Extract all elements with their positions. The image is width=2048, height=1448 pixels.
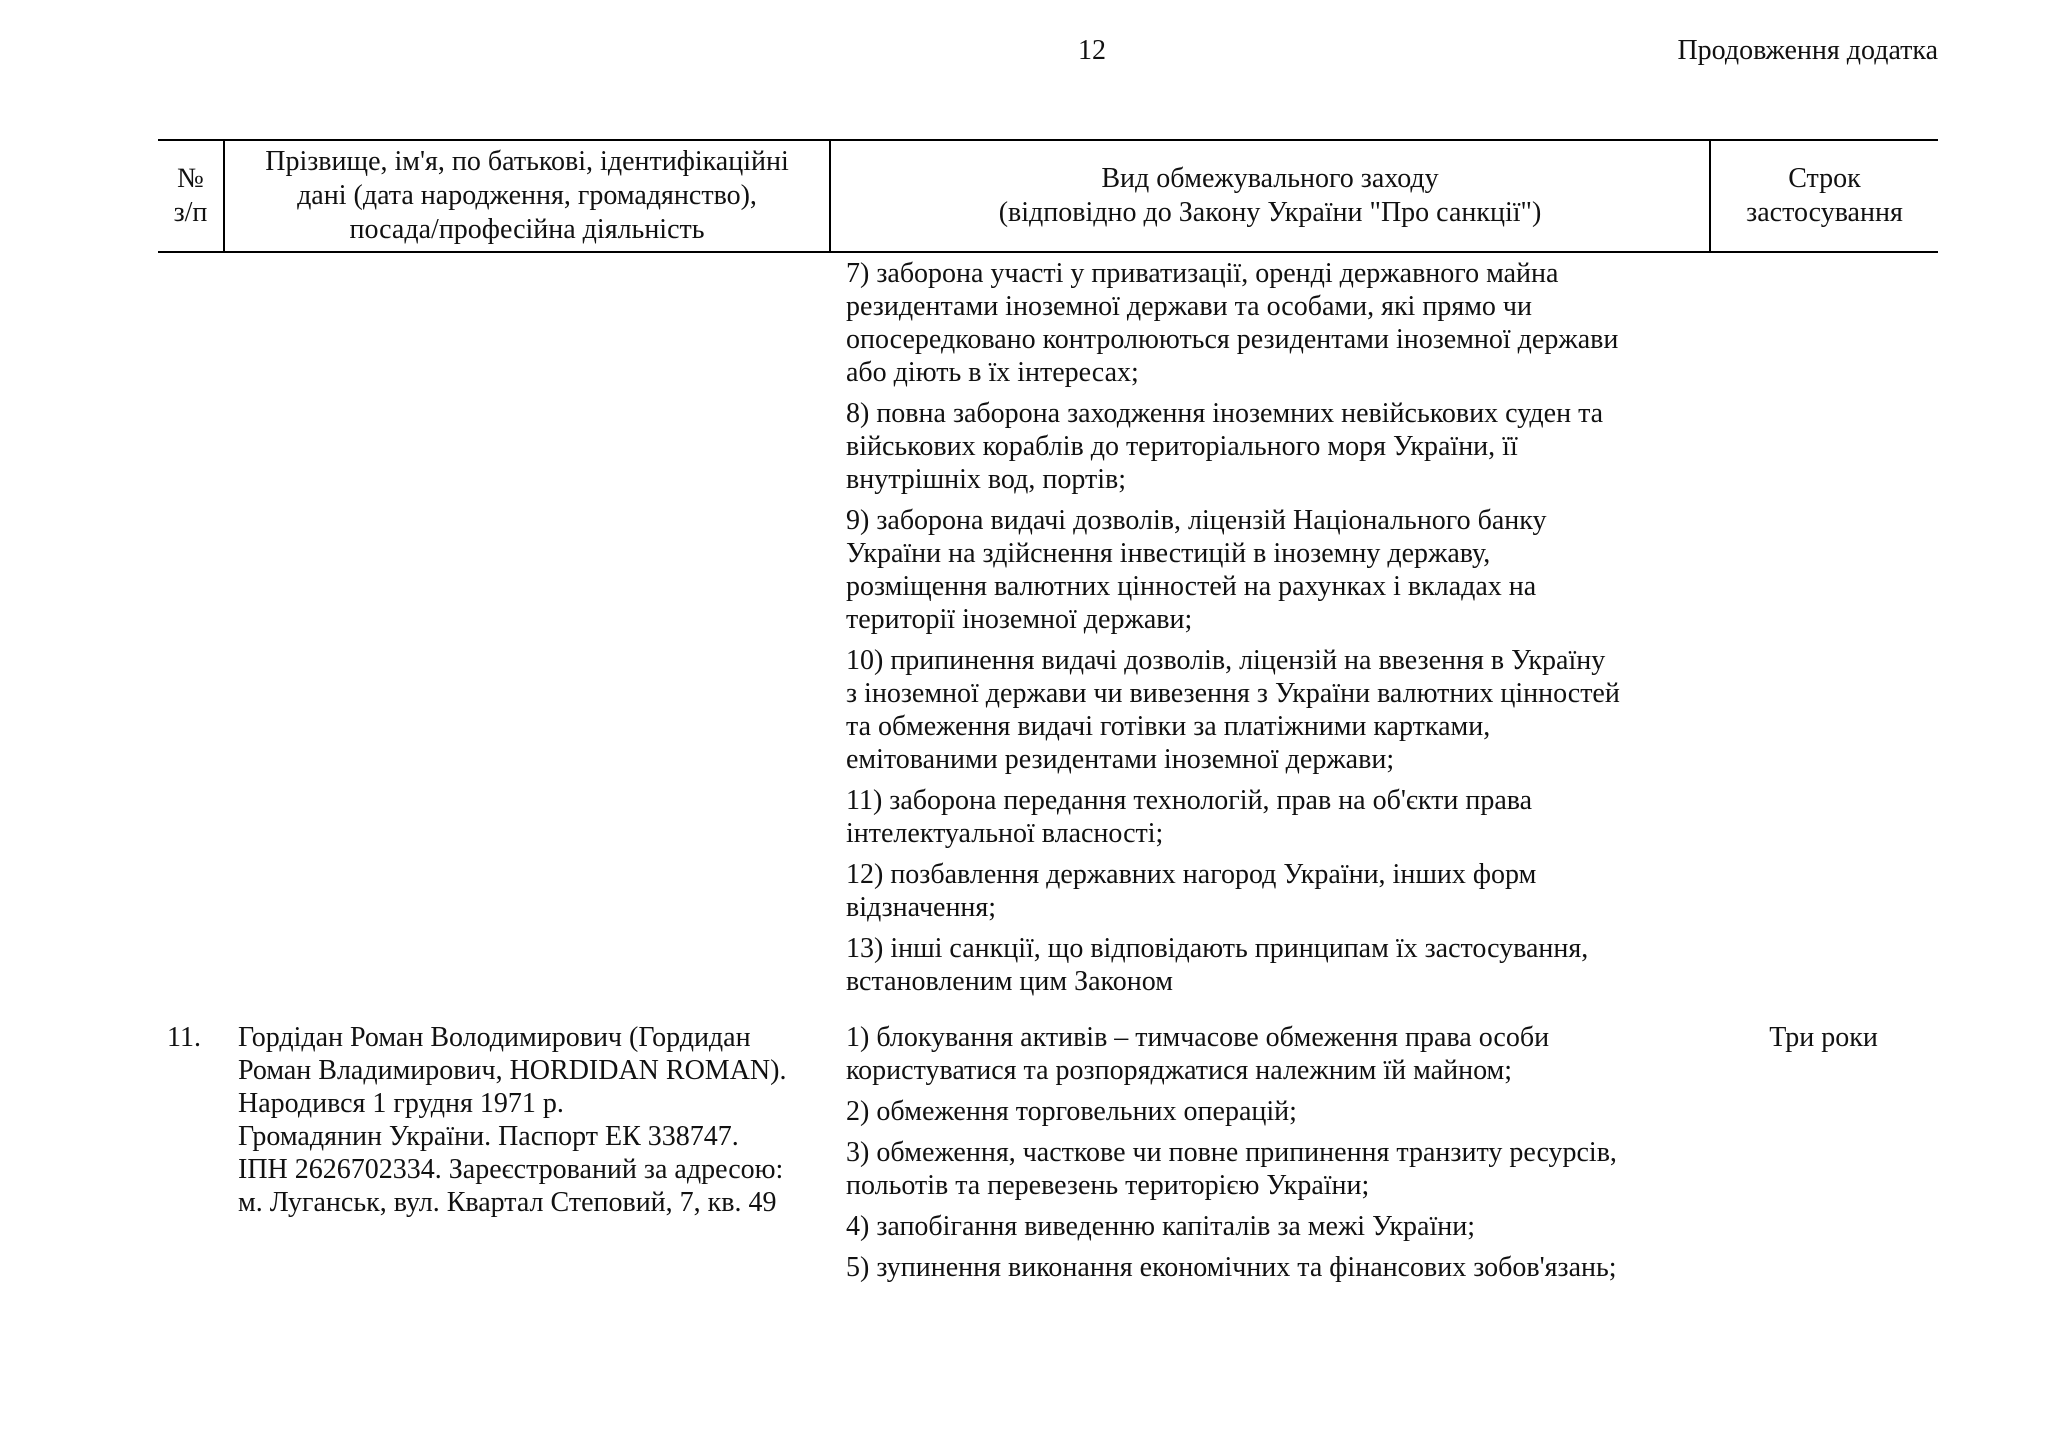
entry-measures [846,1021,1680,1292]
previous-entry-measures [846,257,1680,1006]
person-line: Роман Владимирович, HORDIDAN ROMAN). [238,1055,787,1086]
measure-item [846,932,1680,998]
measure-line: 13) інші санкції, що відповідають принципам їх застосування, [846,933,1589,964]
measure-item [846,1251,1680,1284]
measure-line: 4) запобігання виведенню капіталів за межі України; [846,1211,1476,1242]
measure-line: розміщення валютних цінностей на рахунках і вкладах на [846,571,1537,602]
header-col-name [223,141,829,251]
header-col-term [1709,141,1938,251]
measure-line: та обмеження видачі готівки за платіжними картками, [846,711,1491,742]
measure-line: 12) позбавлення державних нагород України, інших форм [846,859,1537,890]
measure-item [846,858,1680,924]
measure-line: опосередковано контролюються резидентами іноземної держави [846,324,1619,355]
header-text-line: (відповідно до Закону України "Про санкції") [998,197,1542,228]
measure-line: 1) блокування активів – тимчасове обмеження права особи [846,1022,1550,1053]
entry-number: 11. [167,1022,201,1053]
measure-line: території іноземної держави; [846,604,1193,635]
measure-line: резидентами іноземної держави та особами, які прямо чи [846,291,1532,322]
measure-line: емітованими резидентами іноземної держави; [846,744,1395,775]
person-line: Народився 1 грудня 1971 р. [238,1088,564,1119]
measure-item [846,644,1680,776]
measure-line: 9) заборона видачі дозволів, ліцензій Національного банку [846,505,1547,536]
header-col-number [158,141,223,251]
person-line: м. Луганськ, вул. Квартал Степовий, 7, кв. 49 [238,1187,777,1218]
header-text-line: Вид обмежувального заходу [1101,163,1439,194]
measure-item [846,397,1680,496]
measure-line: 7) заборона участі у приватизації, оренді державного майна [846,258,1559,289]
measure-line: 3) обмеження, часткове чи повне припинення транзиту ресурсів, [846,1137,1617,1168]
header-text-line: з/п [173,197,208,228]
header-col-measure [829,141,1709,251]
measure-line: з іноземної держави чи вивезення з України валютних цінностей [846,678,1620,709]
header-text-line: застосування [1746,197,1903,228]
measure-item [846,1210,1680,1243]
measure-line: користуватися та розпоряджатися належним їй майном; [846,1055,1513,1086]
measure-line: 2) обмеження торговельних операцій; [846,1096,1297,1127]
measure-line: встановленим цим Законом [846,966,1173,997]
header-text-line: посада/професійна діяльність [349,214,705,245]
measure-line: внутрішніх вод, портів; [846,464,1126,495]
person-line: Гордідан Роман Володимирович (Гордидан [238,1022,751,1053]
measure-line: 8) повна заборона заходження іноземних невійськових суден та [846,398,1604,429]
measure-line: військових кораблів до територіального моря України, її [846,431,1518,462]
header-text-line: № [177,163,204,194]
measure-line: польотів та перевезень територією України; [846,1170,1370,1201]
person-line: Громадянин України. Паспорт ЕК 338747. [238,1121,739,1152]
person-details [238,1021,838,1219]
measure-item [846,784,1680,850]
measure-item [846,1136,1680,1202]
measure-line: 5) зупинення виконання економічних та фінансових зобов'язань; [846,1252,1617,1283]
measure-line: інтелектуальної власності; [846,818,1164,849]
measure-item [846,1021,1680,1087]
table-header [158,139,1938,253]
continuation-note: Продовження додатка [1677,35,1938,66]
header-text-line: Строк [1788,163,1861,194]
header-text-line: Прізвище, ім'я, по батькові, ідентифікаційні [265,146,789,177]
page-number: 12 [1078,35,1106,66]
person-line: ІПН 2626702334. Зареєстрований за адресою: [238,1154,784,1185]
measure-line: України на здійснення інвестицій в іноземну державу, [846,538,1491,569]
measure-line: або діють в їх інтересах; [846,357,1139,388]
measure-item [846,257,1680,389]
measure-line: 11) заборона передання технологій, прав на об'єкти права [846,785,1533,816]
measure-item [846,504,1680,636]
measure-line: 10) припинення видачі дозволів, ліцензій на ввезення в Україну [846,645,1606,676]
measure-line: відзначення; [846,892,997,923]
header-text-line: дані (дата народження, громадянство), [297,180,757,211]
measure-item [846,1095,1680,1128]
entry-term: Три роки [1769,1022,1878,1053]
